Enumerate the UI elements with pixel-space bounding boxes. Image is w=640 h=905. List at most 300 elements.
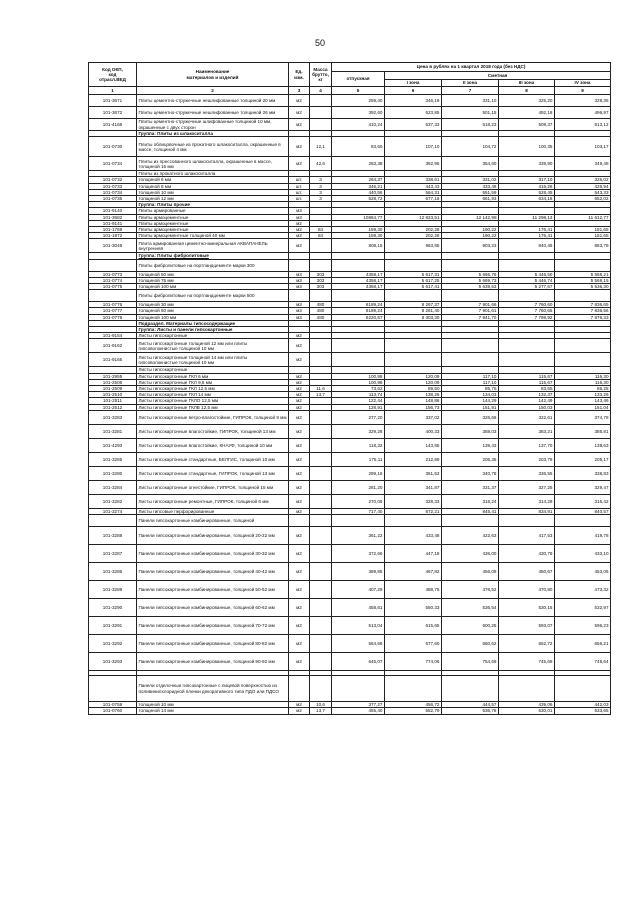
item-mass xyxy=(310,438,332,452)
header-zone-3: III зона xyxy=(499,80,555,87)
price-zone-1 xyxy=(385,259,442,271)
price-zone-2 xyxy=(442,515,499,527)
item-code: 101-2511 xyxy=(89,398,137,404)
price-release: 175,11 xyxy=(332,452,385,466)
item-mass xyxy=(310,259,332,271)
item-unit: м2 xyxy=(289,527,310,545)
item-mass: 84 xyxy=(310,233,332,239)
price-zone-2: 354,60 xyxy=(442,157,499,171)
item-name: толщиной 10 мм xyxy=(137,702,289,708)
price-zone-4: 5 568,15 xyxy=(555,277,611,283)
table-row xyxy=(89,353,611,367)
price-zone-2: 12 142,98 xyxy=(442,214,499,220)
item-name: Листы гипсокартонные влагостойкие, КНАУФ, толщиной 10 мм xyxy=(137,438,289,452)
item-unit: м2 xyxy=(289,438,310,452)
item-code: 101-3291 xyxy=(89,617,137,635)
item-code: 101-0778 xyxy=(89,314,137,320)
item-mass: 42,6 xyxy=(310,157,332,171)
table-row xyxy=(89,466,611,480)
header-mass: Масса брутто, кг xyxy=(310,63,332,87)
table-row xyxy=(89,410,611,424)
item-code: 101-3671 xyxy=(89,95,137,107)
item-mass xyxy=(310,353,332,367)
price-zone-3: 142,49 xyxy=(499,398,555,404)
price-zone-1: 337,02 xyxy=(385,410,442,424)
item-name: Листы гипсокартонные ГКЛ 9,5 мм xyxy=(137,379,289,385)
price-zone-1: 143,85 xyxy=(385,438,442,452)
price-zone-2: 340,78 xyxy=(442,466,499,480)
price-zone-4: 86,25 xyxy=(555,386,611,392)
item-mass xyxy=(310,599,332,617)
item-name: Листы гипсокартонные толщиной 12 мм или плиты гипсоволокнистые толщиной 10 мм xyxy=(137,339,289,353)
price-zone-4: 749,64 xyxy=(555,653,611,671)
item-mass: 3 xyxy=(310,189,332,195)
price-zone-1: 400,33 xyxy=(385,424,442,438)
item-name: Листы гипсокартонные ГКЛО 12,5 мм xyxy=(137,398,289,404)
price-release: 4358,17 xyxy=(332,284,385,290)
price-zone-4: 656,21 xyxy=(555,635,611,653)
item-code: 101-9154 xyxy=(89,333,137,339)
price-zone-1: 433,48 xyxy=(385,527,442,545)
item-code: 101-0732 xyxy=(89,177,137,183)
item-mass xyxy=(310,563,332,581)
item-mass xyxy=(310,452,332,466)
item-code: 101-3672 xyxy=(89,107,137,119)
item-code: 101-1972 xyxy=(89,233,137,239)
item-mass xyxy=(310,410,332,424)
price-release: 100,98 xyxy=(332,379,385,385)
price-zone-1: 564,31 xyxy=(385,189,442,195)
price-zone-2: 536,54 xyxy=(442,599,499,617)
table-row xyxy=(89,635,611,653)
table-row xyxy=(89,259,611,271)
price-release: 122,44 xyxy=(332,398,385,404)
item-code: 101-1769 xyxy=(89,227,137,233)
item-unit: м2 xyxy=(289,119,310,131)
item-unit: м2 xyxy=(289,137,310,157)
price-release: 128,91 xyxy=(332,404,385,410)
item-name: Плиты из прокатного шлакоситалла xyxy=(137,171,289,177)
price-zone-1: 677,60 xyxy=(385,635,442,653)
item-unit: м2 xyxy=(289,635,310,653)
price-zone-3: 11 298,13 xyxy=(499,214,555,220)
price-zone-2: 139,43 xyxy=(442,438,499,452)
item-unit: м2 xyxy=(289,392,310,398)
price-zone-3: 150,03 xyxy=(499,404,555,410)
item-code: 101-4293 xyxy=(89,438,137,452)
price-zone-2: 326,66 xyxy=(442,410,499,424)
group-title: Группа: Плиты из шлакоситалла xyxy=(137,131,289,137)
item-name: толщиной 50 мм xyxy=(137,271,289,277)
item-name: Листы гипсокартонные стандартные, ГИПРОК, толщиной 13 мм xyxy=(137,466,289,480)
price-zone-3 xyxy=(499,353,555,367)
price-zone-2: 536,78 xyxy=(442,708,499,714)
item-mass xyxy=(310,239,332,253)
item-name: Плиты армоцементные толщиной 40 мм xyxy=(137,233,289,239)
price-zone-3: 652,72 xyxy=(499,635,555,653)
price-zone-4: 473,32 xyxy=(555,581,611,599)
price-release: 377,27 xyxy=(332,702,385,708)
price-zone-1: 328,33 xyxy=(385,494,442,508)
item-unit: м2 xyxy=(289,95,310,107)
item-code: 101-3280 xyxy=(89,466,137,480)
price-zone-1: 202,28 xyxy=(385,233,442,239)
price-release: 4358,17 xyxy=(332,277,385,283)
price-zone-4: 143,46 xyxy=(555,398,611,404)
price-zone-2: 7 901,66 xyxy=(442,302,499,308)
item-code: 101-9165 xyxy=(89,353,137,367)
item-mass xyxy=(310,635,332,653)
item-code: 101-0776 xyxy=(89,302,137,308)
price-zone-3: 745,69 xyxy=(499,653,555,671)
price-zone-2: 151,91 xyxy=(442,404,499,410)
item-mass: 3 xyxy=(310,183,332,189)
item-unit: м3 xyxy=(289,271,310,277)
price-zone-4: 532,97 xyxy=(555,599,611,617)
price-zone-4: 7 836,56 xyxy=(555,308,611,314)
item-unit: м2 xyxy=(289,653,310,671)
item-name: Плиты цементно-стружечные шлифованные толщиной 10 мм, окрашенные с двух сторон xyxy=(137,119,289,131)
price-zone-3: 176,41 xyxy=(499,233,555,239)
item-name: Плиты фибролитовые на портландцементе марки 500 xyxy=(137,290,289,302)
price-release: 372,66 xyxy=(332,545,385,563)
item-name: Плиты армоцементные xyxy=(137,227,289,233)
price-zone-1: 963,85 xyxy=(385,239,442,253)
price-release: 808,15 xyxy=(332,239,385,253)
price-zone-2: 117,10 xyxy=(442,373,499,379)
price-release: 159,30 xyxy=(332,233,385,239)
price-zone-3: 450,67 xyxy=(499,563,555,581)
price-zone-2: 661,93 xyxy=(442,196,499,202)
price-release: 277,20 xyxy=(332,410,385,424)
item-code: 101-3284 xyxy=(89,480,137,494)
price-zone-4: 349,48 xyxy=(555,157,611,171)
item-code: 101-0774 xyxy=(89,277,137,283)
item-unit: м2 xyxy=(289,424,310,438)
item-mass xyxy=(310,95,332,107)
price-zone-1: 120,09 xyxy=(385,373,442,379)
price-release xyxy=(332,339,385,353)
price-release: 458,61 xyxy=(332,599,385,617)
item-unit xyxy=(289,515,310,527)
item-unit: м2 xyxy=(289,545,310,563)
item-unit: м3 xyxy=(289,314,310,320)
item-name: Панели гипсокартонные комбинированные, толщиной 90-92 мм xyxy=(137,653,289,671)
price-zone-1: 615,65 xyxy=(385,617,442,635)
price-zone-1: 523,85 xyxy=(385,107,442,119)
item-code: 101-9141 xyxy=(89,220,137,226)
item-code: 101-0759 xyxy=(89,702,137,708)
table-row xyxy=(89,515,611,527)
price-release: 361,22 xyxy=(332,527,385,545)
item-name: Плиты армоцементные xyxy=(137,214,289,220)
price-zone-1: 148,86 xyxy=(385,398,442,404)
price-zone-3: 530,01 xyxy=(499,708,555,714)
price-zone-2: 422,63 xyxy=(442,527,499,545)
price-zone-2 xyxy=(442,353,499,367)
item-code: 101-0775 xyxy=(89,284,137,290)
item-unit: м2 xyxy=(289,708,310,714)
price-zone-4 xyxy=(555,339,611,353)
price-zone-2: 206,35 xyxy=(442,452,499,466)
price-zone-4: 326,02 xyxy=(555,177,611,183)
price-zone-1: 8 303,30 xyxy=(385,314,442,320)
item-unit: м2 xyxy=(289,702,310,708)
item-mass xyxy=(310,119,332,131)
item-unit: шт. xyxy=(289,189,310,195)
price-zone-2 xyxy=(442,259,499,271)
price-release xyxy=(332,515,385,527)
table-row xyxy=(89,339,611,353)
item-name: Плиты армированные xyxy=(137,208,289,214)
item-unit: м2 xyxy=(289,333,310,339)
header-name: Наименование материалов и изделий xyxy=(137,63,289,87)
table-row xyxy=(89,676,611,702)
item-mass xyxy=(310,515,332,527)
item-code: 101-3048 xyxy=(89,239,137,253)
item-unit: м2 xyxy=(289,107,310,119)
price-zone-1 xyxy=(385,290,442,302)
price-release: 392,60 xyxy=(332,107,385,119)
price-zone-3: 7 760,65 xyxy=(499,308,555,314)
item-unit: шт. xyxy=(289,196,310,202)
item-unit: м3 xyxy=(289,308,310,314)
item-code: 101-0760 xyxy=(89,708,137,714)
item-unit: м2 xyxy=(289,353,310,367)
item-unit: м2 xyxy=(289,386,310,392)
price-zone-3: 634,18 xyxy=(499,196,555,202)
price-zone-2: 331,10 xyxy=(442,95,499,107)
item-code: 101-3292 xyxy=(89,635,137,653)
price-zone-2: 903,23 xyxy=(442,239,499,253)
price-release: 113,74 xyxy=(332,392,385,398)
price-zone-1: 5 617,25 xyxy=(385,277,442,283)
price-zone-1: 362,95 xyxy=(385,157,442,171)
item-name: Панели гипсокартонные комбинированные, толщиной 80-82 мм xyxy=(137,635,289,653)
price-zone-2: 7 941,70 xyxy=(442,314,499,320)
price-zone-1: 488,75 xyxy=(385,581,442,599)
item-mass xyxy=(310,527,332,545)
price-zone-4 xyxy=(555,676,611,702)
price-zone-4: 138,63 xyxy=(555,438,611,452)
item-mass: 12,1 xyxy=(310,137,332,157)
price-zone-2: 331,02 xyxy=(442,177,499,183)
item-mass: 3 xyxy=(310,177,332,183)
price-zone-3: 5 446,74 xyxy=(499,277,555,283)
price-zone-2: 754,69 xyxy=(442,653,499,671)
table-row xyxy=(89,107,611,119)
price-release: 410,24 xyxy=(332,119,385,131)
header-delivery: Сметная xyxy=(385,72,611,80)
table-row xyxy=(89,137,611,157)
item-mass: 11,6 xyxy=(310,386,332,392)
item-mass: 303 xyxy=(310,277,332,283)
item-unit: м2 xyxy=(289,508,310,514)
price-zone-2: 144,29 xyxy=(442,398,499,404)
item-unit: м3 xyxy=(289,208,310,214)
table-row xyxy=(89,563,611,581)
item-unit: м2 xyxy=(289,398,310,404)
item-name: Листы гипсокартонные ремонтные, ГИПРОК, толщиной 6 мм xyxy=(137,494,289,508)
header-release: отпускная xyxy=(332,72,385,87)
price-zone-2: 117,10 xyxy=(442,379,499,385)
price-zone-3: 339,90 xyxy=(499,157,555,171)
item-mass: 480 xyxy=(310,308,332,314)
item-name: Плиты цементно-стружечные нешлифованные толщиной 26 мм xyxy=(137,107,289,119)
item-mass xyxy=(310,581,332,599)
item-mass: 84 xyxy=(310,227,332,233)
item-unit: м3 xyxy=(289,284,310,290)
price-release: 389,85 xyxy=(332,563,385,581)
item-unit: м2 xyxy=(289,480,310,494)
header-zone-4: IV зона xyxy=(555,80,611,87)
price-zone-1 xyxy=(385,339,442,353)
price-zone-1: 138,26 xyxy=(385,392,442,398)
price-zone-4: 151,04 xyxy=(555,404,611,410)
price-zone-3: 137,70 xyxy=(499,438,555,452)
price-zone-1: 677,16 xyxy=(385,196,442,202)
item-name: толщиной 100 мм xyxy=(137,284,289,290)
price-zone-2: 7 901,61 xyxy=(442,308,499,314)
item-unit: м3 xyxy=(289,214,310,220)
price-zone-3: 317,10 xyxy=(499,177,555,183)
item-mass: 13,7 xyxy=(310,392,332,398)
price-zone-3: 415,28 xyxy=(499,183,555,189)
item-unit: м2 xyxy=(289,339,310,353)
price-zone-4: 11 612,77 xyxy=(555,214,611,220)
price-release: 346,21 xyxy=(332,183,385,189)
item-name: Панели гипсокартонные комбинированные, толщиной xyxy=(137,515,289,527)
price-zone-3: 83,55 xyxy=(499,386,555,392)
item-mass xyxy=(310,545,332,563)
price-release: 159,30 xyxy=(332,227,385,233)
item-name: Листы гипсокартонные ветро-влагостойкие, ГИПРОК, толщиной 9 мм xyxy=(137,410,289,424)
price-release xyxy=(332,259,385,271)
item-mass: 10,6 xyxy=(310,702,332,708)
price-zone-3 xyxy=(499,515,555,527)
price-zone-1: 550,33 xyxy=(385,599,442,617)
item-unit: м2 xyxy=(289,233,310,239)
item-mass: 480 xyxy=(310,314,332,320)
price-release: 6189,24 xyxy=(332,308,385,314)
price-zone-1: 552,79 xyxy=(385,708,442,714)
price-zone-1: 456,72 xyxy=(385,702,442,708)
item-unit: шт. xyxy=(289,177,310,183)
price-zone-1: 202,28 xyxy=(385,227,442,233)
price-zone-2: 5 669,73 xyxy=(442,277,499,283)
item-name: Панели гипсокартонные комбинированные, толщиной 30-32 мм xyxy=(137,545,289,563)
price-zone-3: 383,21 xyxy=(499,424,555,438)
price-release: 645,07 xyxy=(332,653,385,671)
table-row xyxy=(89,157,611,171)
price-zone-2: 318,24 xyxy=(442,494,499,508)
item-code: 101-3290 xyxy=(89,599,137,617)
item-code: 101-2509 xyxy=(89,386,137,392)
price-zone-4: 543,33 xyxy=(555,189,611,195)
item-name: Листы гипсовые перфорированные xyxy=(137,508,289,514)
item-unit: м2 xyxy=(289,452,310,466)
price-zone-2: 104,72 xyxy=(442,137,499,157)
item-code: 101-3288 xyxy=(89,527,137,545)
price-zone-3: 314,29 xyxy=(499,494,555,508)
item-name: Панели отделочные гипсокартонные с лицевой поверхностью из поливинилхлоридной пленки декоративного типа ПДО или ПДСО xyxy=(137,676,289,702)
price-zone-3 xyxy=(499,339,555,353)
price-zone-4: 5 536,30 xyxy=(555,284,611,290)
item-mass: 480 xyxy=(310,302,332,308)
price-zone-3: 336,55 xyxy=(499,466,555,480)
item-unit: м2 xyxy=(289,227,310,233)
item-unit xyxy=(289,259,310,271)
price-zone-1: 872,21 xyxy=(385,508,442,514)
price-release: 264,37 xyxy=(332,177,385,183)
item-mass xyxy=(310,494,332,508)
table-row xyxy=(89,599,611,617)
price-zone-2: 600,25 xyxy=(442,617,499,635)
table-row xyxy=(89,527,611,545)
item-code: 101-3293 xyxy=(89,653,137,671)
item-unit: м2 xyxy=(289,599,310,617)
price-zone-1: 8 261,40 xyxy=(385,308,442,314)
price-zone-3: 492,18 xyxy=(499,107,555,119)
item-name: Листы гипсокартонные xyxy=(137,333,289,339)
item-unit xyxy=(289,290,310,302)
price-zone-2: 501,15 xyxy=(442,107,499,119)
price-zone-2: 388,03 xyxy=(442,424,499,438)
price-zone-2 xyxy=(442,339,499,353)
item-code: 101-3285 xyxy=(89,452,137,466)
item-name: толщиной 75 мм xyxy=(137,277,289,283)
item-code: 101-9140 xyxy=(89,208,137,214)
price-zone-2: 518,23 xyxy=(442,119,499,131)
price-zone-3: 325,20 xyxy=(499,95,555,107)
table-row xyxy=(89,290,611,302)
item-name: толщиной 12 мм xyxy=(137,196,289,202)
item-code: 101-3281 xyxy=(89,424,137,438)
item-code: 101-9162 xyxy=(89,339,137,353)
price-zone-4: 374,78 xyxy=(555,410,611,424)
item-name: толщиной 6 мм xyxy=(137,177,289,183)
price-release: 259,40 xyxy=(332,95,385,107)
price-zone-1: 212,89 xyxy=(385,452,442,466)
item-name: Листы гипсокартонные xyxy=(137,367,289,373)
price-zone-4: 116,30 xyxy=(555,379,611,385)
item-name: Плиты облицовочные из прокатного шлакоситалла, окрашенные в массе, толщиной 4 мм xyxy=(137,137,289,157)
price-zone-2: 433,48 xyxy=(442,183,499,189)
price-zone-1: 351,53 xyxy=(385,466,442,480)
item-unit: м3 xyxy=(289,277,310,283)
price-zone-3: 417,53 xyxy=(499,527,555,545)
price-zone-3: 430,79 xyxy=(499,545,555,563)
price-zone-2 xyxy=(442,676,499,702)
table-row xyxy=(89,494,611,508)
item-code: 101-2512 xyxy=(89,404,137,410)
item-mass xyxy=(310,466,332,480)
price-zone-2: 134,03 xyxy=(442,392,499,398)
price-release: 329,28 xyxy=(332,424,385,438)
price-release: 407,29 xyxy=(332,581,385,599)
item-name: Плиты фибролитовые на портландцементе марки 300 xyxy=(137,259,289,271)
price-zone-1: 12 823,51 xyxy=(385,214,442,220)
item-name: Листы гипсокартонные ГКЛВ 12,5 мм xyxy=(137,404,289,410)
price-zone-3: 176,41 xyxy=(499,227,555,233)
item-code: 101-0734 xyxy=(89,157,137,171)
price-release xyxy=(332,290,385,302)
price-zone-4: 116,30 xyxy=(555,373,611,379)
item-name: толщиной 100 мм xyxy=(137,314,289,320)
price-zone-2: 85,75 xyxy=(442,386,499,392)
price-zone-4: 338,83 xyxy=(555,466,611,480)
item-name: Листы гипсокартонные толщиной 14 мм или плиты гипсоволокнистые толщиной 10 мм xyxy=(137,353,289,367)
